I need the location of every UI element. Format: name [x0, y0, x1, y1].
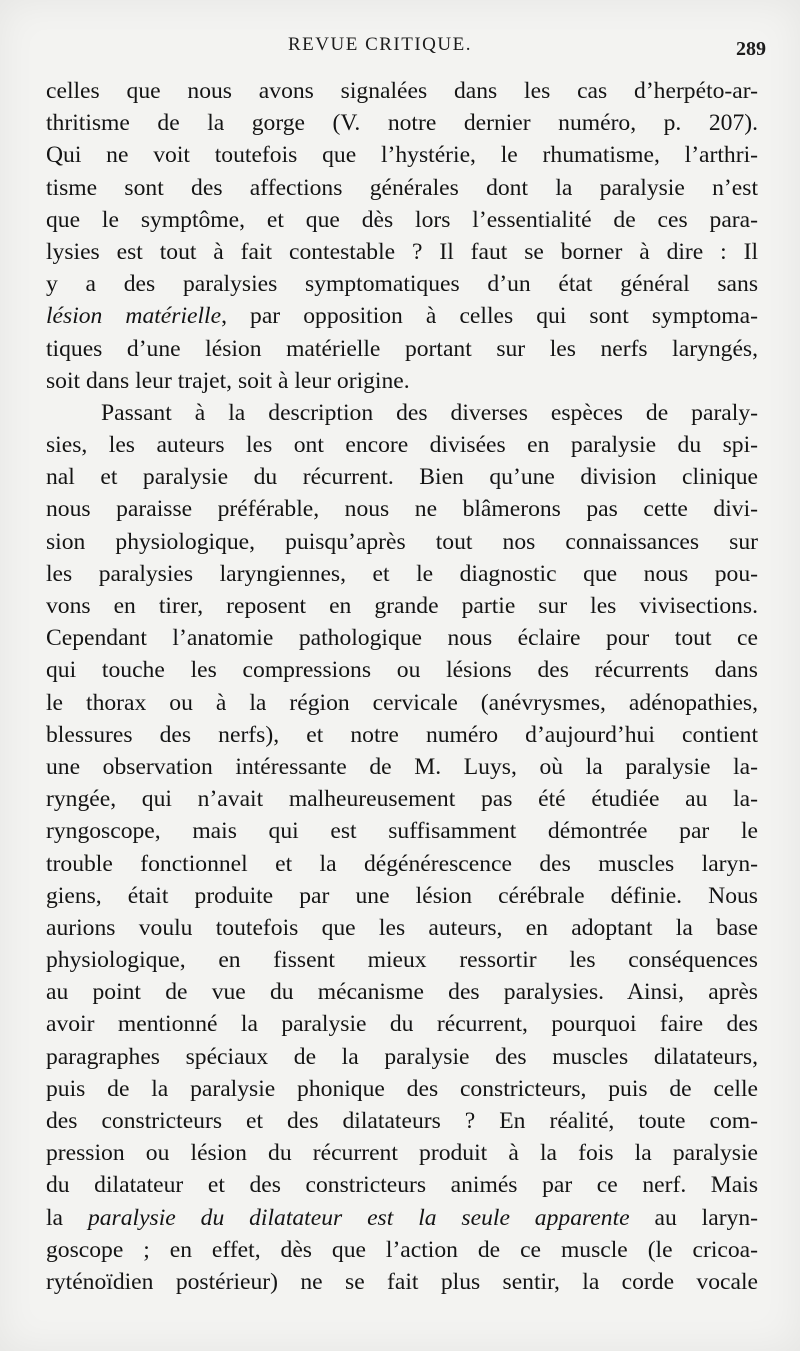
text-line: le thorax ou à la région cervicale (anévrysmes, adénopathies,	[46, 689, 758, 716]
text-line: soit dans leur trajet, soit à leur origine.	[46, 367, 410, 394]
text-line: vons en tirer, reposent en grande partie sur les vivisections.	[46, 593, 758, 619]
text-line: puis de la paralysie phonique des constricteurs, puis de celle	[46, 1075, 758, 1102]
text-line: giens, était produite par une lésion cérébrale définie. Nous	[46, 882, 758, 909]
body-text	[46, 75, 758, 1298]
text-line: Qui ne voit toutefois que l’hystérie, le rhumatisme, l’arthri-	[46, 142, 758, 169]
text-line: celles que nous avons signalées dans les cas d’herpéto-ar-	[46, 78, 758, 104]
text-line: y a des paralysies symptomatiques d’un état général sans	[46, 271, 758, 298]
running-title: REVUE CRITIQUE.	[288, 34, 472, 55]
text-line: lésion matérielle, par opposition à celles qui sont symptoma-	[46, 303, 758, 330]
page-number: 289	[736, 38, 766, 60]
text-line: des constricteurs et des dilatateurs ? En réalité, toute com-	[46, 1108, 758, 1134]
text-line: thritisme de la gorge (V. notre dernier numéro, p. 207).	[46, 110, 758, 137]
text-line: les paralysies laryngiennes, et le diagnostic que nous pou-	[46, 560, 758, 587]
text-line: que le symptôme, et que dès lors l’essentialité de ces para-	[46, 206, 758, 233]
italic-term: lésion matérielle	[46, 303, 222, 330]
italic-phrase: paralysie du dilatateur est la seule apparente	[87, 1204, 630, 1231]
text-line: sies, les auteurs les ont encore divisées en paralysie du spi-	[46, 432, 758, 459]
text-line: blessures des nerfs), et notre numéro d’aujourd’hui contient	[46, 721, 758, 748]
text-line: la paralysie du dilatateur est la seule apparente au laryn-	[46, 1204, 758, 1231]
text-line: tiques d’une lésion matérielle portant sur les nerfs laryngés,	[46, 335, 758, 362]
text-line: lysies est tout à fait contestable ? Il faut se borner à dire : Il	[46, 238, 758, 265]
text-line: ryngée, qui n’avait malheureusement pas été étudiée au la-	[46, 786, 758, 813]
page-header	[0, 34, 800, 62]
text-line: nous paraisse préférable, nous ne blâmerons pas cette divi-	[46, 496, 758, 523]
text-line: aurions voulu toutefois que les auteurs, en adoptant la base	[46, 914, 758, 941]
text-line: nal et paralysie du récurrent. Bien qu’une division clinique	[46, 464, 758, 491]
text-line: avoir mentionné la paralysie du récurrent, pourquoi faire des	[46, 1011, 758, 1038]
text-line: trouble fonctionnel et la dégénérescence des muscles laryn-	[46, 850, 758, 877]
text-line: ryténoïdien postérieur) ne se fait plus sentir, la corde vocale	[46, 1268, 758, 1295]
text-line: paragraphes spéciaux de la paralysie des muscles dilatateurs,	[46, 1043, 758, 1070]
text-line: au point de vue du mécanisme des paralysies. Ainsi, après	[46, 979, 758, 1006]
text-line: goscope ; en effet, dès que l’action de ce muscle (le cricoa-	[46, 1236, 758, 1263]
text-line: pression ou lésion du récurrent produit à la fois la paralysie	[46, 1140, 758, 1167]
paragraph-start-line: Passant à la description des diverses espèces de paraly-	[101, 399, 758, 426]
text-line: sion physiologique, puisqu’après tout nos connaissances sur	[46, 528, 758, 555]
text-line: ryngoscope, mais qui est suffisamment démontrée par le	[46, 818, 758, 845]
text-line: qui touche les compressions ou lésions des récurrents dans	[46, 657, 758, 684]
text-line: Cependant l’anatomie pathologique nous éclaire pour tout ce	[46, 625, 758, 652]
text-line: du dilatateur et des constricteurs animés par ce nerf. Mais	[46, 1172, 758, 1199]
text-line: tisme sont des affections générales dont la paralysie n’est	[46, 174, 758, 201]
text-line: une observation intéressante de M. Luys, où la paralysie la-	[46, 753, 758, 780]
text-line: physiologique, en fissent mieux ressortir les conséquences	[46, 947, 758, 974]
